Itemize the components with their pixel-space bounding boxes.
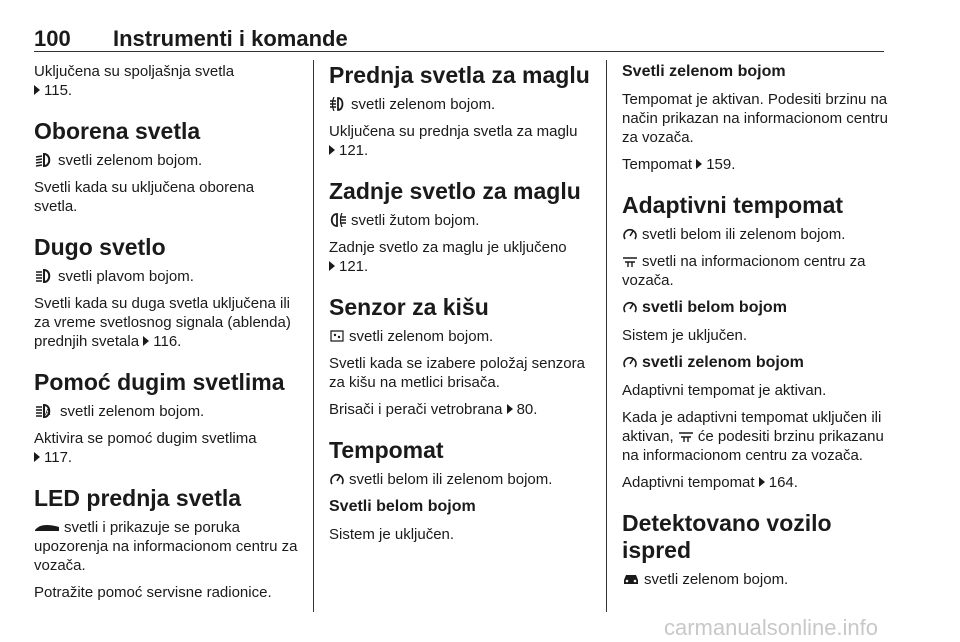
section-heading: Pomoć dugim svetlima — [34, 369, 285, 395]
cruise-control-icon — [329, 472, 345, 486]
body-text: Svetli kada su uključena oborena svetla. — [34, 179, 255, 215]
body-text: Uključena su prednja svetla za maglu 121. — [329, 123, 578, 159]
section-heading: Zadnje svetlo za maglu — [329, 178, 581, 204]
section-heading: Detektovano vozilo ispred — [622, 510, 832, 563]
set-speed-icon — [622, 254, 638, 268]
reference-arrow-icon — [34, 85, 40, 95]
reference-arrow-icon — [759, 477, 765, 487]
column-1 — [34, 62, 299, 610]
reference-arrow-icon — [696, 159, 702, 169]
body-text: Svetli kada su duga svetla uključena ili za vreme svetlosnog signala (ablenda) prednjih svetala 116. — [34, 295, 291, 350]
subheading: svetli belom bojom — [622, 298, 890, 318]
body-text: Tempomat je aktivan. Podesiti brzinu na način prikazan na informacionom centru za vozača. — [622, 91, 888, 146]
indicator-text: svetli belom ili zelenom bojom. — [622, 225, 890, 244]
reference-arrow-icon — [329, 261, 335, 271]
set-speed-icon — [678, 429, 694, 443]
section-heading: LED prednja svetla — [34, 485, 242, 511]
low-beam-icon — [34, 153, 54, 167]
subheading: svetli zelenom bojom — [622, 353, 890, 373]
body-text: Sistem je uključen. — [329, 526, 455, 543]
section-heading: Tempomat — [329, 437, 444, 463]
indicator-text: svetli plavom bojom. — [34, 267, 299, 286]
indicator-text: svetli zelenom bojom. — [34, 151, 299, 170]
body-text: Zadnje svetlo za maglu je uključeno 121. — [329, 239, 567, 275]
page-reference[interactable]: 121. — [329, 258, 368, 275]
reference-arrow-icon — [507, 404, 513, 414]
body-text: Svetli kada se izabere položaj senzora za kišu na metlici brisača. — [329, 355, 585, 391]
intro-text: Uključena su spoljašnja svetla 115. — [34, 63, 235, 99]
body-text: Sistem je uključen. — [622, 327, 748, 344]
indicator-text: svetli žutom bojom. — [329, 211, 594, 230]
indicator-text: svetli zelenom bojom. — [622, 570, 890, 589]
reference-arrow-icon — [143, 336, 149, 346]
column-2 — [329, 62, 594, 552]
body-text: Aktivira se pomoć dugim svetlima 117. — [34, 430, 257, 466]
page-number: 100 — [34, 26, 71, 51]
indicator-text: svetli belom ili zelenom bojom. — [329, 470, 594, 489]
cruise-control-icon — [622, 355, 638, 369]
subheading: Svetli zelenom bojom — [622, 63, 786, 80]
page-reference[interactable]: 164. — [759, 474, 798, 491]
high-beam-assist-icon — [34, 404, 56, 418]
page-reference[interactable]: 115. — [34, 82, 72, 99]
section-heading: Senzor za kišu — [329, 294, 489, 320]
body-text: Potražite pomoć servisne radionice. — [34, 584, 272, 601]
body-text: Tempomat 159. — [622, 156, 736, 173]
indicator-text: svetli zelenom bojom. — [329, 327, 594, 346]
reference-arrow-icon — [34, 452, 40, 462]
front-fog-icon — [329, 97, 347, 111]
section-heading: Dugo svetlo — [34, 234, 166, 260]
reference-arrow-icon — [329, 145, 335, 155]
led-headlight-icon — [34, 522, 60, 534]
section-heading: Prednja svetla za maglu — [329, 62, 590, 88]
high-beam-icon — [34, 269, 54, 283]
section-heading: Adaptivni tempomat — [622, 192, 844, 218]
page-reference[interactable]: 116. — [143, 333, 181, 350]
column-divider-1 — [313, 60, 314, 612]
column-3 — [622, 62, 890, 597]
body-text: Adaptivni tempomat je aktivan. — [622, 382, 827, 399]
adaptive-cruise-icon — [622, 227, 638, 241]
indicator-text: svetli i prikazuje se poruka upozorenja na informacionom centru za vozača. — [34, 519, 298, 574]
subheading: Svetli belom bojom — [329, 498, 476, 515]
vehicle-ahead-icon — [622, 572, 640, 586]
page-reference[interactable]: 117. — [34, 449, 72, 466]
section-heading: Oborena svetla — [34, 118, 201, 144]
body-text: Brisači i perači vetrobrana 80. — [329, 401, 538, 418]
page-title: Instrumenti i komande — [113, 26, 348, 51]
svg-text:A: A — [45, 408, 51, 417]
rain-sensor-icon — [329, 329, 345, 343]
rear-fog-icon — [329, 213, 347, 227]
indicator-text: svetli zelenom bojom. — [329, 95, 594, 114]
cruise-control-icon — [622, 300, 638, 314]
watermark: carmanualsonline.info — [664, 615, 879, 640]
page-reference[interactable]: 121. — [329, 142, 368, 159]
body-text: Kada je adaptivni tempomat uključen ili aktivan, će podesiti brzinu prikazanu na informacionom centru za vozača. — [622, 409, 884, 464]
page-reference[interactable]: 80. — [507, 401, 538, 418]
indicator-text: A svetli zelenom bojom. — [34, 402, 299, 421]
page-reference[interactable]: 159. — [696, 156, 735, 173]
indicator-text: svetli na informacionom centru za vozača. — [622, 253, 866, 289]
header-rule — [34, 51, 884, 52]
column-divider-2 — [606, 60, 607, 612]
body-text: Adaptivni tempomat 164. — [622, 474, 798, 491]
